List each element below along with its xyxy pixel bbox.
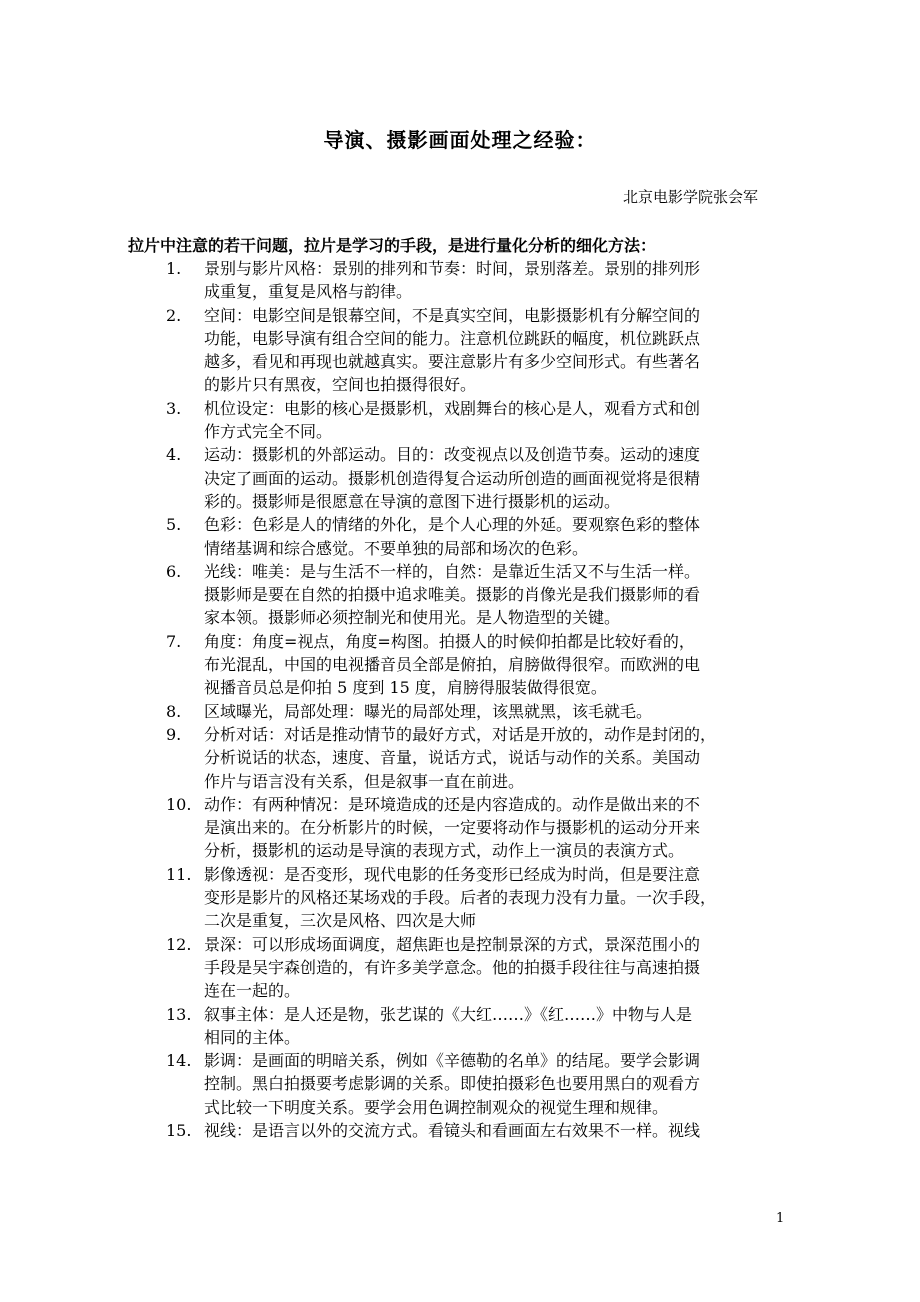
list-item-line: 区域曝光，局部处理：曝光的局部处理，该黑就黑，该毛就毛。 bbox=[204, 701, 653, 721]
list-item-line: 分析说话的状态，速度、音量，说话方式，说话与动作的关系。美国动 bbox=[204, 748, 701, 768]
page-number: 1 bbox=[776, 1211, 785, 1226]
list-item-line: 相同的主体。 bbox=[204, 1027, 301, 1047]
list-item bbox=[166, 513, 786, 560]
list-item-number: 10. bbox=[166, 794, 192, 814]
list-item-number: 9. bbox=[166, 724, 182, 744]
list-item-line: 摄影师是要在自然的拍摄中追求唯美。摄影的肖像光是我们摄影师的看 bbox=[204, 585, 701, 605]
list-item-number: 2. bbox=[166, 305, 182, 325]
list-item-line: 功能，电影导演有组合空间的能力。注意机位跳跃的幅度，机位跳跃点 bbox=[204, 328, 701, 348]
list-item-number: 15. bbox=[166, 1120, 192, 1140]
list-item-number: 14. bbox=[166, 1051, 192, 1071]
list-item-line: 景别与影片风格：景别的排列和节奏：时间，景别落差。景别的排列形 bbox=[204, 259, 701, 278]
list-item bbox=[166, 723, 786, 793]
list-item-line: 情绪基调和综合感觉。不要单独的局部和场次的色彩。 bbox=[204, 538, 589, 558]
list-item bbox=[166, 793, 786, 863]
list-item-line: 机位设定：电影的核心是摄影机，戏剧舞台的核心是人，观看方式和创 bbox=[204, 398, 701, 418]
list-item-line: 控制。黑白拍摄要考虑影调的关系。即使拍摄彩色也要用黑白的观看方 bbox=[204, 1074, 701, 1094]
list-item-line: 是演出来的。在分析影片的时候，一定要将动作与摄影机的运动分开来 bbox=[204, 818, 701, 838]
list-item-number: 1. bbox=[166, 259, 182, 278]
list-item-number: 6. bbox=[166, 561, 182, 581]
list-item-line: 光线：唯美：是与生活不一样的，自然：是靠近生活又不与生活一样。 bbox=[204, 561, 701, 581]
list-item-line: 二次是重复，三次是风格、四次是大师 bbox=[204, 911, 477, 931]
list-item bbox=[166, 304, 786, 397]
list-item bbox=[166, 1119, 786, 1142]
list-item bbox=[166, 443, 786, 513]
list-item bbox=[166, 863, 786, 933]
list-item-line: 分析，摄影机的运动是导演的表现方式，动作上一演员的表演方式。 bbox=[204, 841, 685, 861]
list-item bbox=[166, 933, 786, 1003]
list-item-number: 4. bbox=[166, 445, 182, 465]
list-item-line: 越多，看见和再现也就越真实。要注意影片有多少空间形式。有些著名 bbox=[204, 352, 701, 372]
list-item-line: 的影片只有黑夜，空间也拍摄得很好。 bbox=[204, 375, 477, 395]
list-item-line: 彩的。摄影师是很愿意在导演的意图下进行摄影机的运动。 bbox=[204, 491, 621, 511]
author-line: 北京电影学院张会军 bbox=[622, 188, 758, 206]
list-item-number: 8. bbox=[166, 701, 182, 721]
list-item-line: 叙事主体：是人还是物，张艺谋的《大红……》《红……》中物与人是 bbox=[204, 1004, 693, 1024]
list-item-line: 布光混乱，中国的电视播音员全部是俯拍，肩膀做得很窄。而欧洲的电 bbox=[204, 655, 701, 675]
list-item-line: 视播音员总是仰拍 5 度到 15 度，肩膀得服装做得很宽。 bbox=[204, 678, 607, 698]
list-item-line: 决定了画面的运动。摄影机创造得复合运动所创造的画面视觉将是很精 bbox=[204, 468, 701, 488]
list-item-line: 动作：有两种情况：是环境造成的还是内容造成的。动作是做出来的不 bbox=[204, 794, 701, 814]
list-item bbox=[166, 700, 786, 723]
list-item-line: 角度：角度=视点，角度=构图。拍摄人的时候仰拍都是比较好看的， bbox=[204, 631, 695, 651]
section-heading: 拉片中注意的若干问题，拉片是学习的手段，是进行量化分析的细化方法： bbox=[128, 236, 657, 255]
list-item-line: 视线：是语言以外的交流方式。看镜头和看画面左右效果不一样。视线 bbox=[204, 1120, 701, 1140]
list-item-line: 色彩：色彩是人的情绪的外化，是个人心理的外延。要观察色彩的整体 bbox=[204, 515, 701, 535]
list-item-line: 变形是影片的风格还某场戏的手段。后者的表现力没有力量。一次手段， bbox=[204, 888, 717, 908]
list-item-line: 空间：电影空间是银幕空间，不是真实空间，电影摄影机有分解空间的 bbox=[204, 305, 701, 325]
list-item-number: 13. bbox=[166, 1004, 192, 1024]
list-item-line: 作片与语言没有关系，但是叙事一直在前进。 bbox=[204, 771, 525, 791]
list-item bbox=[166, 630, 786, 700]
list-item-number: 7. bbox=[166, 631, 182, 651]
list-item-line: 分析对话：对话是推动情节的最好方式，对话是开放的，动作是封闭的， bbox=[204, 724, 717, 744]
list-item bbox=[166, 397, 786, 444]
list-item-line: 运动：摄影机的外部运动。目的：改变视点以及创造节奏。运动的速度 bbox=[204, 445, 701, 465]
list-item-line: 连在一起的。 bbox=[204, 981, 301, 1001]
list-item-number: 3. bbox=[166, 398, 182, 418]
list-item-number: 12. bbox=[166, 934, 192, 954]
document-title: 导演、摄影画面处理之经验： bbox=[323, 128, 597, 152]
list-item-line: 成重复，重复是风格与韵律。 bbox=[204, 282, 413, 302]
list-item-number: 5. bbox=[166, 515, 182, 535]
list-item bbox=[166, 1049, 786, 1119]
list-item-number: 11. bbox=[166, 864, 192, 884]
list-item bbox=[166, 560, 786, 630]
list-item-line: 影调：是画面的明暗关系，例如《辛德勒的名单》的结尾。要学会影调 bbox=[204, 1051, 701, 1071]
list-item bbox=[166, 1003, 786, 1050]
list-item bbox=[166, 257, 786, 304]
list-item-line: 作方式完全不同。 bbox=[204, 422, 333, 442]
list-item-line: 影像透视：是否变形，现代电影的任务变形已经成为时尚，但是要注意 bbox=[204, 864, 701, 884]
list-item-line: 景深：可以形成场面调度，超焦距也是控制景深的方式，景深范围小的 bbox=[204, 934, 701, 954]
list-item-line: 手段是吴宇森创造的，有许多美学意念。他的拍摄手段往往与高速拍摄 bbox=[204, 957, 701, 977]
numbered-list bbox=[166, 257, 786, 1142]
list-item-line: 式比较一下明度关系。要学会用色调控制观众的视觉生理和规律。 bbox=[204, 1097, 669, 1117]
list-item-line: 家本领。摄影师必须控制光和使用光。是人物造型的关键。 bbox=[204, 608, 621, 628]
